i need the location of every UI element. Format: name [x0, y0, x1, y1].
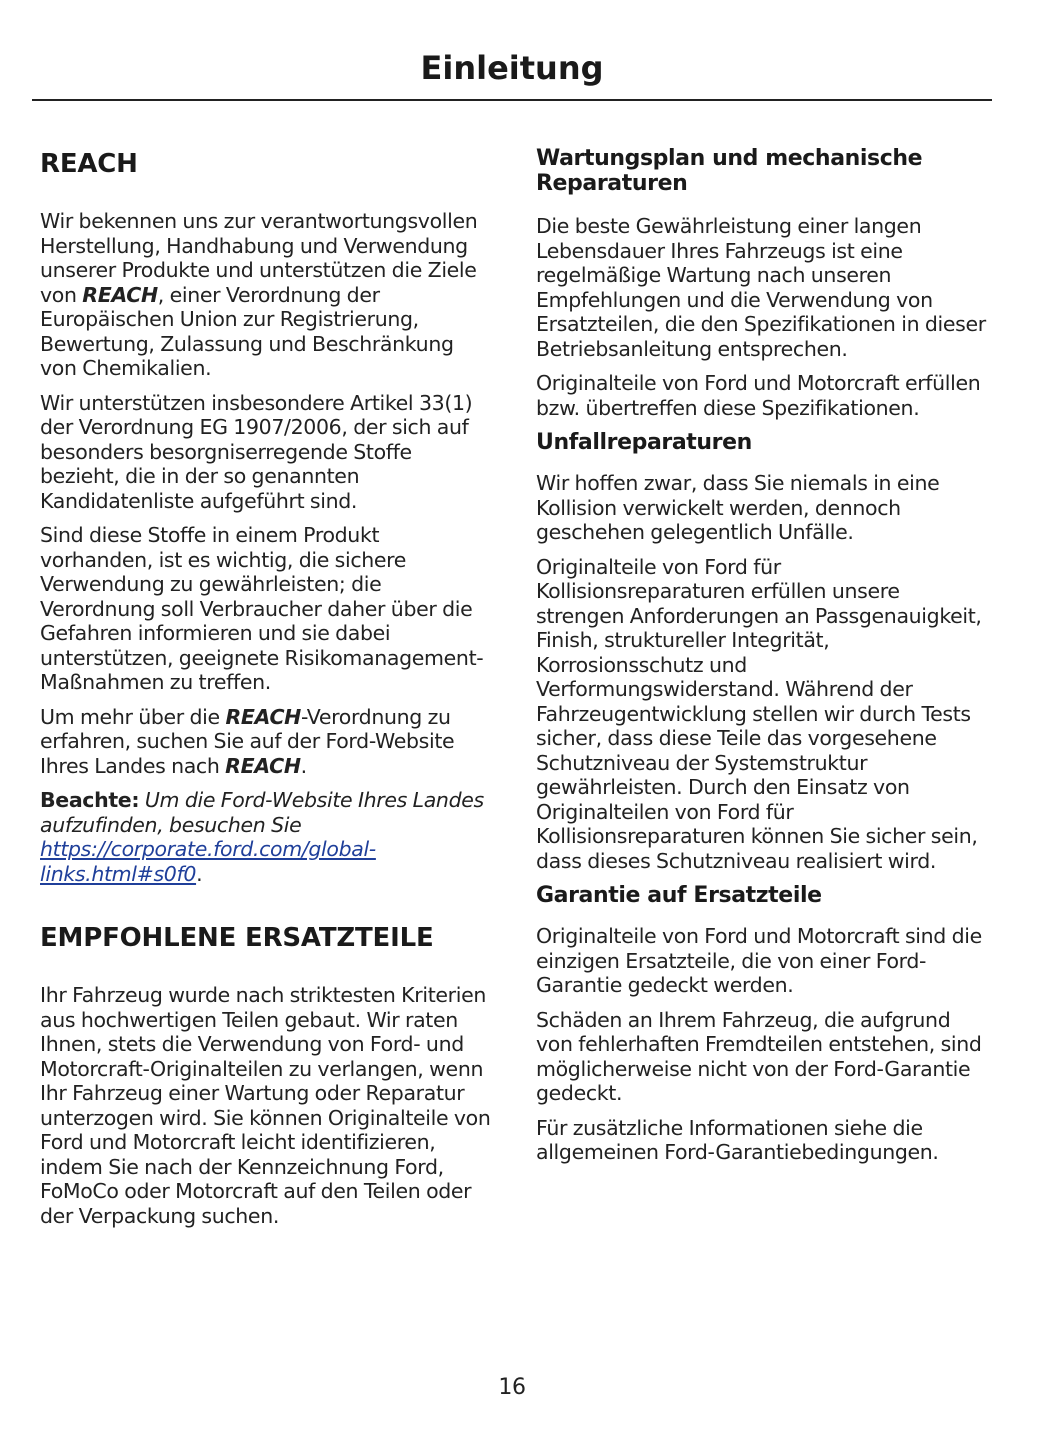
- warranty-heading: Garantie auf Ersatzteile: [536, 883, 822, 908]
- reach-section: [40, 148, 492, 886]
- reach-term: REACH: [225, 753, 301, 778]
- collision-heading: Unfallreparaturen: [536, 430, 752, 455]
- warranty-paragraph-2: Schäden an Ihrem Fahrzeug, die aufgrund von fehlerhaften Fremdteilen entstehen, sind möglicherweise nicht von der Ford-Garantie gedeckt.: [536, 1007, 982, 1105]
- collision-paragraph-2: Originalteile von Ford für Kollisionsreparaturen erfüllen unsere strengen Anforderungen an Passgenauigkeit, Finish, struktureller Integrität, Korrosionsschutz und Verformungswiderstand. Während der Fahrzeugentwicklung stellen wir durch Tests sicher, dass diese Teile das vorgesehene Schutzniveau der Systemstruktur gewährleisten. Durch den Einsatz von Originalteilen von Ford für Kollisionsreparaturen können Sie sicher sein, dass dieses Schutzniveau realisiert wird.: [536, 554, 982, 873]
- maintenance-heading: Wartungsplan und mechanische Reparaturen: [536, 146, 923, 196]
- collision-section: [536, 430, 992, 873]
- reach-paragraph-4: Um mehr über die REACH-Verordnung zu erfahren, suchen Sie auf der Ford-Website Ihres Landes nach REACH.: [40, 704, 455, 778]
- reach-term: REACH: [82, 282, 158, 307]
- replacement-parts-heading: EMPFOHLENE ERSATZTEILE: [40, 923, 434, 953]
- warranty-section: [536, 883, 992, 1165]
- warranty-paragraph-1: Originalteile von Ford und Motorcraft sind die einzigen Ersatzteile, die von einer Ford-Garantie gedeckt werden.: [536, 924, 982, 997]
- reach-term: REACH: [225, 704, 301, 729]
- replacement-parts-section: [40, 922, 492, 1228]
- note-label: Beachte:: [40, 788, 140, 812]
- maintenance-section: [536, 146, 992, 420]
- maintenance-paragraph-1: Die beste Gewährleistung einer langen Lebensdauer Ihres Fahrzeugs ist eine regelmäßige Wartung nach unseren Empfehlungen und die Verwendung von Ersatzteilen, die den Spezifikationen in dieser Betriebsanleitung entsprechen.: [536, 214, 986, 361]
- reach-note: Beachte: Um die Ford-Website Ihres Landes aufzufinden, besuchen Sie https://corporate.ford.com/global-links.html#s0f0.: [40, 788, 484, 886]
- collision-paragraph-1: Wir hoffen zwar, dass Sie niemals in eine Kollision verwickelt werden, dennoch geschehen gelegentlich Unfälle.: [536, 471, 940, 544]
- reach-paragraph-1: Wir bekennen uns zur verantwortungsvollen Herstellung, Handhabung und Verwendung unserer Produkte und unterstützen die Ziele von REACH, einer Verordnung der Europäischen Union zur Registrierung, Bewertung, Zulassung und Beschränkung von Chemikalien.: [40, 209, 478, 380]
- page-title: Einleitung: [420, 49, 604, 87]
- warranty-paragraph-3: Für zusätzliche Informationen siehe die allgemeinen Ford-Garantiebedingungen.: [536, 1115, 939, 1164]
- ford-global-links-link[interactable]: https://corporate.ford.com/global-links.html#s0f0: [40, 837, 376, 886]
- maintenance-paragraph-2: Originalteile von Ford und Motorcraft erfüllen bzw. übertreffen diese Spezifikationen.: [536, 371, 981, 420]
- right-column: [536, 140, 992, 1175]
- header-divider: [32, 99, 992, 101]
- page-number: 16: [498, 1375, 526, 1400]
- reach-paragraph-2: Wir unterstützen insbesondere Artikel 33(1) der Verordnung EG 1907/2006, der sich auf besonders besorgniserregende Stoffe bezieht, die in der so genannten Kandidatenliste aufgeführt sind.: [40, 390, 473, 513]
- reach-paragraph-3: Sind diese Stoffe in einem Produkt vorhanden, ist es wichtig, die sichere Verwendung zu gewährleisten; die Verordnung soll Verbraucher daher über die Gefahren informieren und sie dabei unterstützen, geeignete Risikomanagement-Maßnahmen zu treffen.: [40, 523, 484, 694]
- replacement-parts-paragraph: Ihr Fahrzeug wurde nach striktesten Kriterien aus hochwertigen Teilen gebaut. Wir raten Ihnen, stets die Verwendung von Ford- und Motorcraft-Originalteilen zu verlangen, wenn Ihr Fahrzeug einer Wartung oder Reparatur unterzogen wird. Sie können Originalteile von Ford und Motorcraft leicht identifizieren, indem Sie nach der Kennzeichnung Ford, FoMoCo oder Motorcraft auf den Teilen oder der Verpackung suchen.: [40, 983, 491, 1228]
- left-column: [40, 140, 492, 1238]
- reach-heading: REACH: [40, 149, 138, 179]
